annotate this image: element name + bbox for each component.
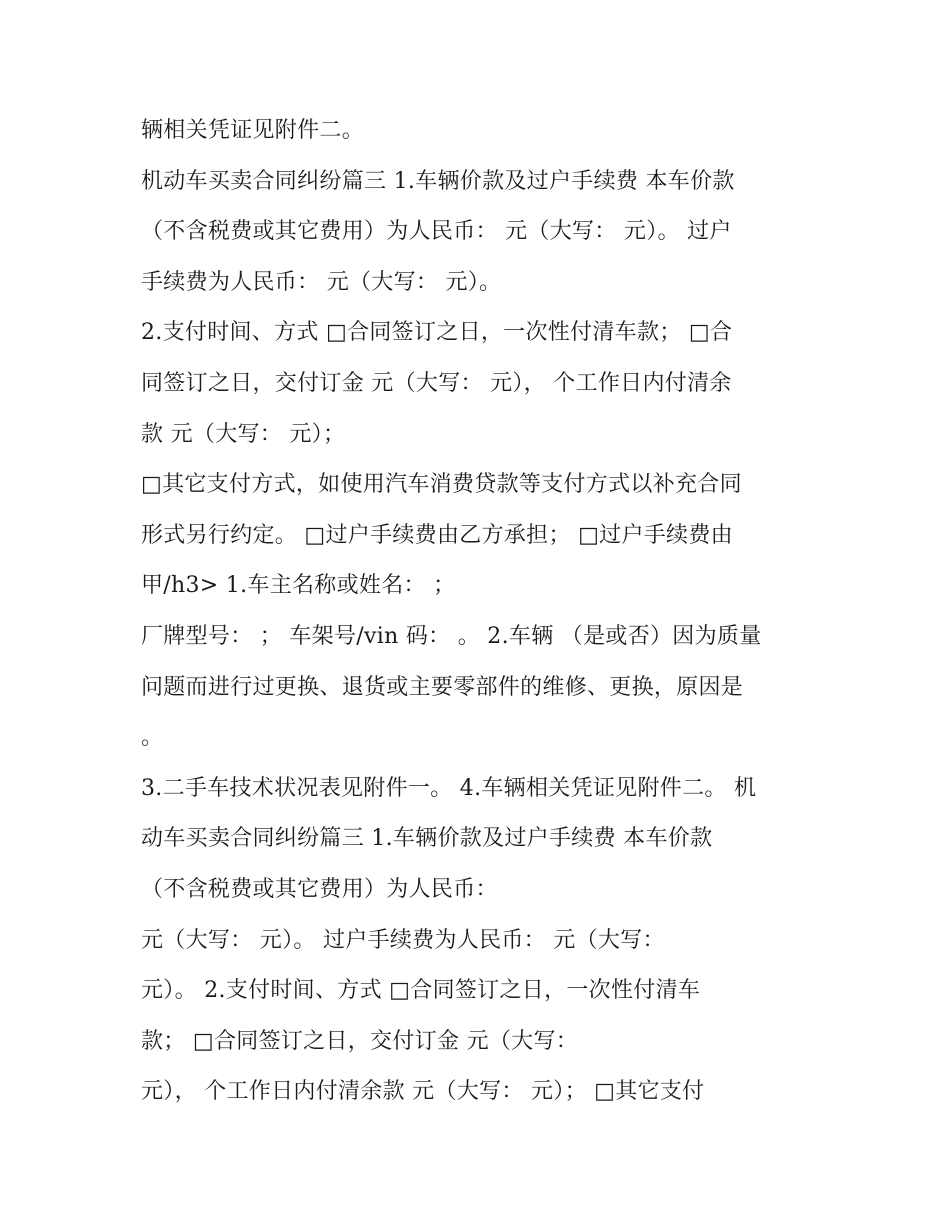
text-line: （不含税费或其它费用）为人民币： [141,876,498,902]
text-line: 机动车买卖合同纠纷篇三 1.车辆价款及过户手续费 本车价款 [141,168,735,194]
document-body [141,106,821,1118]
text-line: □其它支付方式，如使用汽车消费贷款等支付方式以补充合同 [141,472,742,498]
text-line: 形式另行约定。 □过户手续费由乙方承担； □过户手续费由 [141,522,733,548]
text-line: 问题而进行过更换、退货或主要零部件的维修、更换，原因是 [141,674,744,700]
text-line: 元）， 个工作日内付清余款 元（大写： 元）； □其它支付 [141,1079,705,1105]
text-line: 款； □合同签订之日，交付订金 元（大写： [141,1028,579,1054]
text-line: 厂牌型号： ； 车架号/vin 码： 。 2.车辆 （是或否）因为质量 [141,623,762,649]
text-line: 3.二手车技术状况表见附件一。 4.车辆相关凭证见附件二。 机 [141,775,757,801]
text-line: 辆相关凭证见附件二。 [141,118,365,143]
text-line: （不含税费或其它费用）为人民币： 元（大写： 元）。 过户 [141,219,732,245]
text-line: 2.支付时间、方式 □合同签订之日，一次性付清车款； □合 [141,320,733,346]
text-line: 款 元（大写： 元）； [141,421,346,447]
text-line: 动车买卖合同纠纷篇三 1.车辆价款及过户手续费 本车价款 [141,826,713,852]
text-line: 同签订之日，交付订金 元（大写： 元）， 个工作日内付清余 [141,370,732,396]
text-line: 元（大写： 元）。 过户手续费为人民币： 元（大写： [141,927,665,953]
text-line: 手续费为人民币： 元（大写： 元）。 [141,269,502,295]
text-line: 元）。 2.支付时间、方式 □合同签订之日，一次性付清车 [141,978,701,1004]
text-line: 甲/h3> 1.车主名称或姓名： ； [141,573,456,599]
text-line: 。 [141,725,164,751]
